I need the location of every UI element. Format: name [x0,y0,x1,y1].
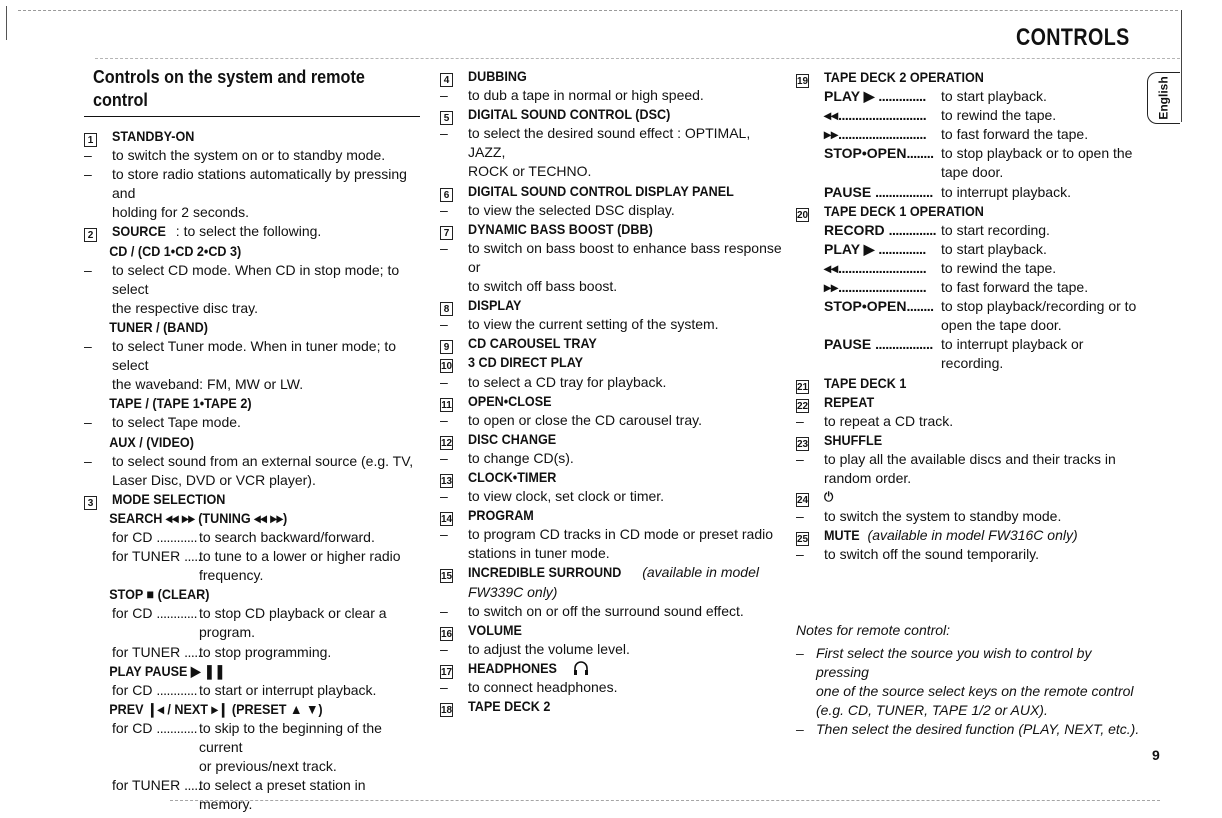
stop-label: STOP ■ (CLEAR) [109,586,210,603]
def-key-text: for CD [112,719,153,736]
page-edge-left [6,6,7,40]
dash: – [796,450,804,467]
desc-line: the respective disc tray. [112,299,259,316]
model-note: (available in model FW316C only) [863,527,1078,544]
def-key [824,259,938,278]
item-program [440,506,785,525]
item-number: 10 [441,361,453,373]
item-cd-carousel-tray [440,334,785,353]
desc: to view the selected DSC display. [468,201,675,218]
def-key-text: ▸▸ [824,279,839,296]
column-1 [84,66,420,814]
scan-artifact-top-2 [95,58,1180,59]
item-mode-selection [84,490,420,509]
item-dbb [440,220,785,239]
item-number: 14 [441,514,453,526]
item-title: PROGRAM [468,507,534,524]
leader-dots: .............. [888,221,937,238]
def-value-line: to stop playback or to open the [941,145,1133,162]
item-number: 16 [441,628,453,640]
def-key-text: ▸▸ [824,126,839,143]
def-value-line: to tune to a lower or higher radio [199,548,401,565]
def-key [112,681,196,700]
def-value-line: recording. [941,355,1004,372]
item-number: 20 [797,209,809,221]
def-value: to select a preset station in memory. [199,777,366,813]
dash: – [440,125,448,142]
notes-heading: Notes for remote control: [796,622,951,639]
item-title: SHUFFLE [824,431,883,448]
item-title: 3 CD DIRECT PLAY [468,354,584,371]
source-tape-label: TAPE / (TAPE 1•TAPE 2) [109,395,252,412]
item-number: 4 [440,73,453,87]
heading-underline [84,116,420,117]
item-title: DISC CHANGE [468,430,557,447]
note-line: First select the source you wish to control by pressing [816,644,1092,680]
dash: – [84,452,92,469]
language-tab-label: English [1157,76,1171,120]
column-3 [796,68,1141,739]
item-title: MUTE [824,527,860,544]
desc: to switch the system on or to standby mode. [112,147,386,164]
def-key [112,643,202,662]
item-title: INCREDIBLE SURROUND [468,564,622,581]
item-number: 18 [441,705,453,717]
leader-dots: ..... [184,643,202,660]
def-key [824,106,938,125]
desc [112,337,420,394]
desc: to switch on or off the surround sound effect. [468,602,744,619]
remote-control-notes [796,621,1141,739]
def-value [938,335,1141,373]
item-standby-on [84,127,420,146]
item-title: REPEAT [824,393,875,410]
item-number: 3 [84,496,97,510]
item-title: DIGITAL SOUND CONTROL DISPLAY PANEL [468,182,734,199]
item-number: 2 [84,228,97,242]
desc-line: stations in tuner mode. [468,545,610,562]
leader-dots: ............ [156,719,198,736]
def-value-line: frequency. [199,567,264,584]
dash: – [84,147,92,164]
dash: – [84,338,92,355]
section-heading-line-2: control [93,90,148,110]
def-key-text: PAUSE [824,183,872,200]
def-key-text: PLAY ▶ [824,88,875,105]
def-key-text: RECORD [824,221,885,238]
def-key [824,221,938,240]
item-title: TAPE DECK 2 OPERATION [824,69,984,85]
item-number: 1 [84,133,97,147]
desc-line: the waveband: FM, MW or LW. [112,376,304,393]
def-key [112,604,196,642]
leader-dots: .......................... [838,259,927,276]
item-source [84,222,420,241]
def-key-text: ◂◂ [824,107,839,124]
item-title: DISPLAY [468,297,522,314]
def-value: to search backward/forward. [199,528,375,545]
item-title: VOLUME [468,621,522,638]
desc-line: to select Tuner mode. When in tuner mode; to select [112,338,397,374]
def-value [938,297,1141,335]
def-value [196,547,420,585]
item-title: CLOCK•TIMER [468,468,557,485]
source-tuner-label: TUNER / (BAND) [109,318,208,335]
desc-line: to play all the available discs and their tracks in [824,450,1116,467]
def-key [112,719,196,776]
def-value-line: to skip to the beginning of the current [199,719,382,755]
item-tape-deck-2 [440,697,785,716]
dash: – [84,261,92,278]
column-2 [440,67,785,716]
leader-dots: ........ [906,145,934,162]
desc: to adjust the volume level. [468,640,630,657]
def-value: to interrupt playback. [941,183,1071,200]
desc [112,165,420,222]
item-title: STANDBY-ON [112,128,195,144]
item-tape-deck-1 [796,374,1141,393]
def-value-line: to interrupt playback or [941,336,1084,353]
item-number: 23 [797,438,809,450]
item-number: 6 [440,188,453,202]
dash: – [796,412,804,429]
item-mute [796,526,1141,545]
headphones-icon [573,661,589,675]
leader-dots: ............ [156,605,198,622]
dash: – [440,316,448,333]
leader-dots: ..... [184,548,202,565]
desc: to change CD(s). [468,449,574,466]
note-line: (e.g. CD, TUNER, TAPE 1/2 or AUX). [816,701,1048,718]
desc [468,124,785,181]
item-number: 24 [797,495,809,507]
def-key [112,547,202,585]
section-heading [93,66,387,112]
item-display [440,296,785,315]
def-value-line: open the tape door. [941,317,1062,334]
def-key-text: for CD [112,681,153,698]
desc [824,450,1141,488]
item-dubbing [440,67,785,86]
page-title: CONTROLS [1016,24,1130,51]
def-key-text: STOP•OPEN [824,145,907,162]
dash: – [440,373,448,390]
desc: to select a CD tray for playback. [468,373,667,390]
item-standby [796,488,1141,507]
desc-line: Laser Disc, DVD or VCR player). [112,471,316,488]
dash: – [440,640,448,657]
item-dsc-display [440,182,785,201]
desc-line: holding for 2 seconds. [112,204,249,221]
model-note-line-2: FW339C only) [468,583,558,600]
def-key-text: for TUNER [112,777,181,794]
def-value [196,719,420,776]
item-title: DUBBING [468,68,527,84]
def-key [824,240,938,259]
desc: to repeat a CD track. [824,412,954,429]
def-key [824,87,938,106]
def-key [112,528,196,547]
def-key-text: STOP•OPEN [824,298,907,315]
leader-dots: .......................... [838,126,927,143]
def-key [824,125,938,144]
item-title: MODE SELECTION [112,490,226,507]
def-value-line: to stop playback/recording or to [941,298,1137,315]
desc-line: to select sound from an external source (e.g. TV, [112,452,414,469]
def-key-text: ◂◂ [824,259,839,276]
desc [468,239,785,296]
desc-line: to store radio stations automatically by pressing and [112,166,407,202]
item-dsc [440,105,785,124]
def-key [824,278,938,297]
desc: to select Tape mode. [112,414,241,431]
desc: to open or close the CD carousel tray. [468,411,702,428]
dash: – [440,679,448,695]
note [816,644,1141,720]
play-pause-label: PLAY PAUSE ▶ ❚❚ [109,662,226,679]
item-title: CD CAROUSEL TRAY [468,335,597,352]
def-value: to stop programming. [199,643,332,660]
item-number: 19 [797,76,809,87]
item-number: 15 [441,571,453,583]
leader-dots: .............. [878,88,926,105]
item-title-rest: : to select the following. [171,223,322,240]
item-number: 21 [797,381,809,393]
source-aux-label: AUX / (VIDEO) [109,433,194,450]
item-number: 12 [441,437,453,449]
item-clock-timer [440,468,785,487]
dash: – [796,508,804,525]
item-repeat [796,393,1141,412]
item-incredible-surround [440,563,785,582]
leader-dots: ............ [156,528,198,545]
leader-dots: ........ [906,298,934,315]
def-value: to start playback. [941,240,1047,257]
desc [112,261,420,318]
item-title: TAPE DECK 1 [824,374,907,391]
def-key [824,297,938,335]
desc-line: to switch on bass boost to enhance bass response or [468,239,782,275]
note: Then select the desired function (PLAY, NEXT, etc.). [816,720,1140,737]
def-key [824,335,938,373]
def-value: to rewind the tape. [941,259,1057,276]
item-number: 5 [440,111,453,125]
item-volume [440,621,785,640]
def-key-text: for TUNER [112,548,181,565]
desc: to view the current setting of the system. [468,316,719,333]
def-value: to rewind the tape. [941,107,1057,124]
desc-line: to select CD mode. When CD in stop mode; to select [112,261,400,297]
item-title: DIGITAL SOUND CONTROL (DSC) [468,106,671,123]
item-open-close [440,392,785,411]
leader-dots: ................. [875,183,933,200]
def-value-line: program. [199,624,256,641]
desc: to view clock, set clock or timer. [468,488,665,505]
section-heading-line-1: Controls on the system and remote [93,67,365,87]
language-tab [1147,72,1180,124]
dash: – [440,449,448,466]
desc: to switch the system to standby mode. [824,508,1062,525]
item-title: HEADPHONES [468,659,557,676]
scan-artifact-top [18,10,1178,11]
leader-dots: ............ [156,681,198,698]
dash: – [796,644,804,661]
leader-dots: ................. [875,336,933,353]
item-number: 7 [440,226,453,240]
leader-dots: .............. [878,240,926,257]
item-tape-deck-1-operation [796,202,1141,221]
def-key-text: PLAY ▶ [824,240,875,257]
search-label: SEARCH ◂◂ ▸▸ (TUNING ◂◂ ▸▸) [109,509,288,526]
def-key [824,144,938,182]
item-number: 22 [797,400,809,412]
model-note: (available in model [638,564,759,581]
item-shuffle [796,431,1141,450]
source-cd-label: CD / (CD 1•CD 2•CD 3) [109,242,242,259]
dash: – [84,414,92,431]
def-key-text: for TUNER [112,643,181,660]
item-headphones [440,659,785,678]
def-value: to start playback. [941,88,1047,105]
desc-line: to select the desired sound effect : OPTIMAL, JAZZ, [468,125,751,161]
leader-dots: .......................... [838,279,927,296]
item-disc-change [440,430,785,449]
dash: – [84,166,92,183]
dash: – [440,602,448,619]
def-key [824,183,938,202]
item-number: 17 [441,666,453,678]
dash: – [440,526,448,543]
power-icon: ⏻ [824,490,834,506]
item-number: 13 [441,475,453,487]
item-title: TAPE DECK 2 [468,698,551,715]
item-tape-deck-2-operation [796,68,1141,87]
item-title: SOURCE [112,223,166,240]
def-value [196,604,420,642]
desc [112,452,420,490]
item-number: 8 [440,302,453,316]
desc: to connect headphones. [468,679,618,695]
def-key-text: for CD [112,528,153,545]
def-value-line: tape door. [941,164,1004,181]
def-value: to start or interrupt playback. [199,681,377,698]
item-title: TAPE DECK 1 OPERATION [824,202,984,219]
page-number: 9 [1152,747,1160,763]
def-value: to start recording. [941,221,1050,238]
desc-line: ROCK or TECHNO. [468,163,592,180]
dash: – [440,201,448,218]
dash: – [440,87,448,104]
def-key-text: for CD [112,605,153,622]
item-title: OPEN•CLOSE [468,392,552,409]
dash: – [796,546,804,563]
item-number: 25 [797,534,809,546]
item-3cd-direct-play [440,353,785,372]
desc-line: to switch off bass boost. [468,278,618,295]
def-key [112,776,202,814]
note-line: one of the source select keys on the remote control [816,682,1134,699]
item-number: 9 [440,340,453,354]
dash: – [440,239,448,256]
def-value [938,144,1141,182]
def-key-text: PAUSE [824,336,872,353]
dash: – [796,720,804,737]
dash: – [440,411,448,428]
prev-next-label: PREV ❙◂ / NEXT ▸❙ (PRESET ▲ ▼) [109,700,323,717]
leader-dots: .......................... [838,107,927,124]
desc-line: to program CD tracks in CD mode or preset radio [468,526,773,543]
desc: to dub a tape in normal or high speed. [468,87,704,104]
def-value-line: or previous/next track. [199,758,337,775]
leader-dots: ..... [184,777,202,794]
desc [468,525,785,563]
item-number: 11 [441,399,452,411]
def-value-line: to stop CD playback or clear a [199,605,387,622]
item-title: DYNAMIC BASS BOOST (DBB) [468,220,653,237]
dash: – [440,488,448,505]
def-value: to fast forward the tape. [941,279,1089,296]
desc-line: random order. [824,469,912,486]
def-value: to fast forward the tape. [941,126,1089,143]
desc: to switch off the sound temporarily. [824,546,1040,563]
page-edge-right [1181,10,1182,122]
